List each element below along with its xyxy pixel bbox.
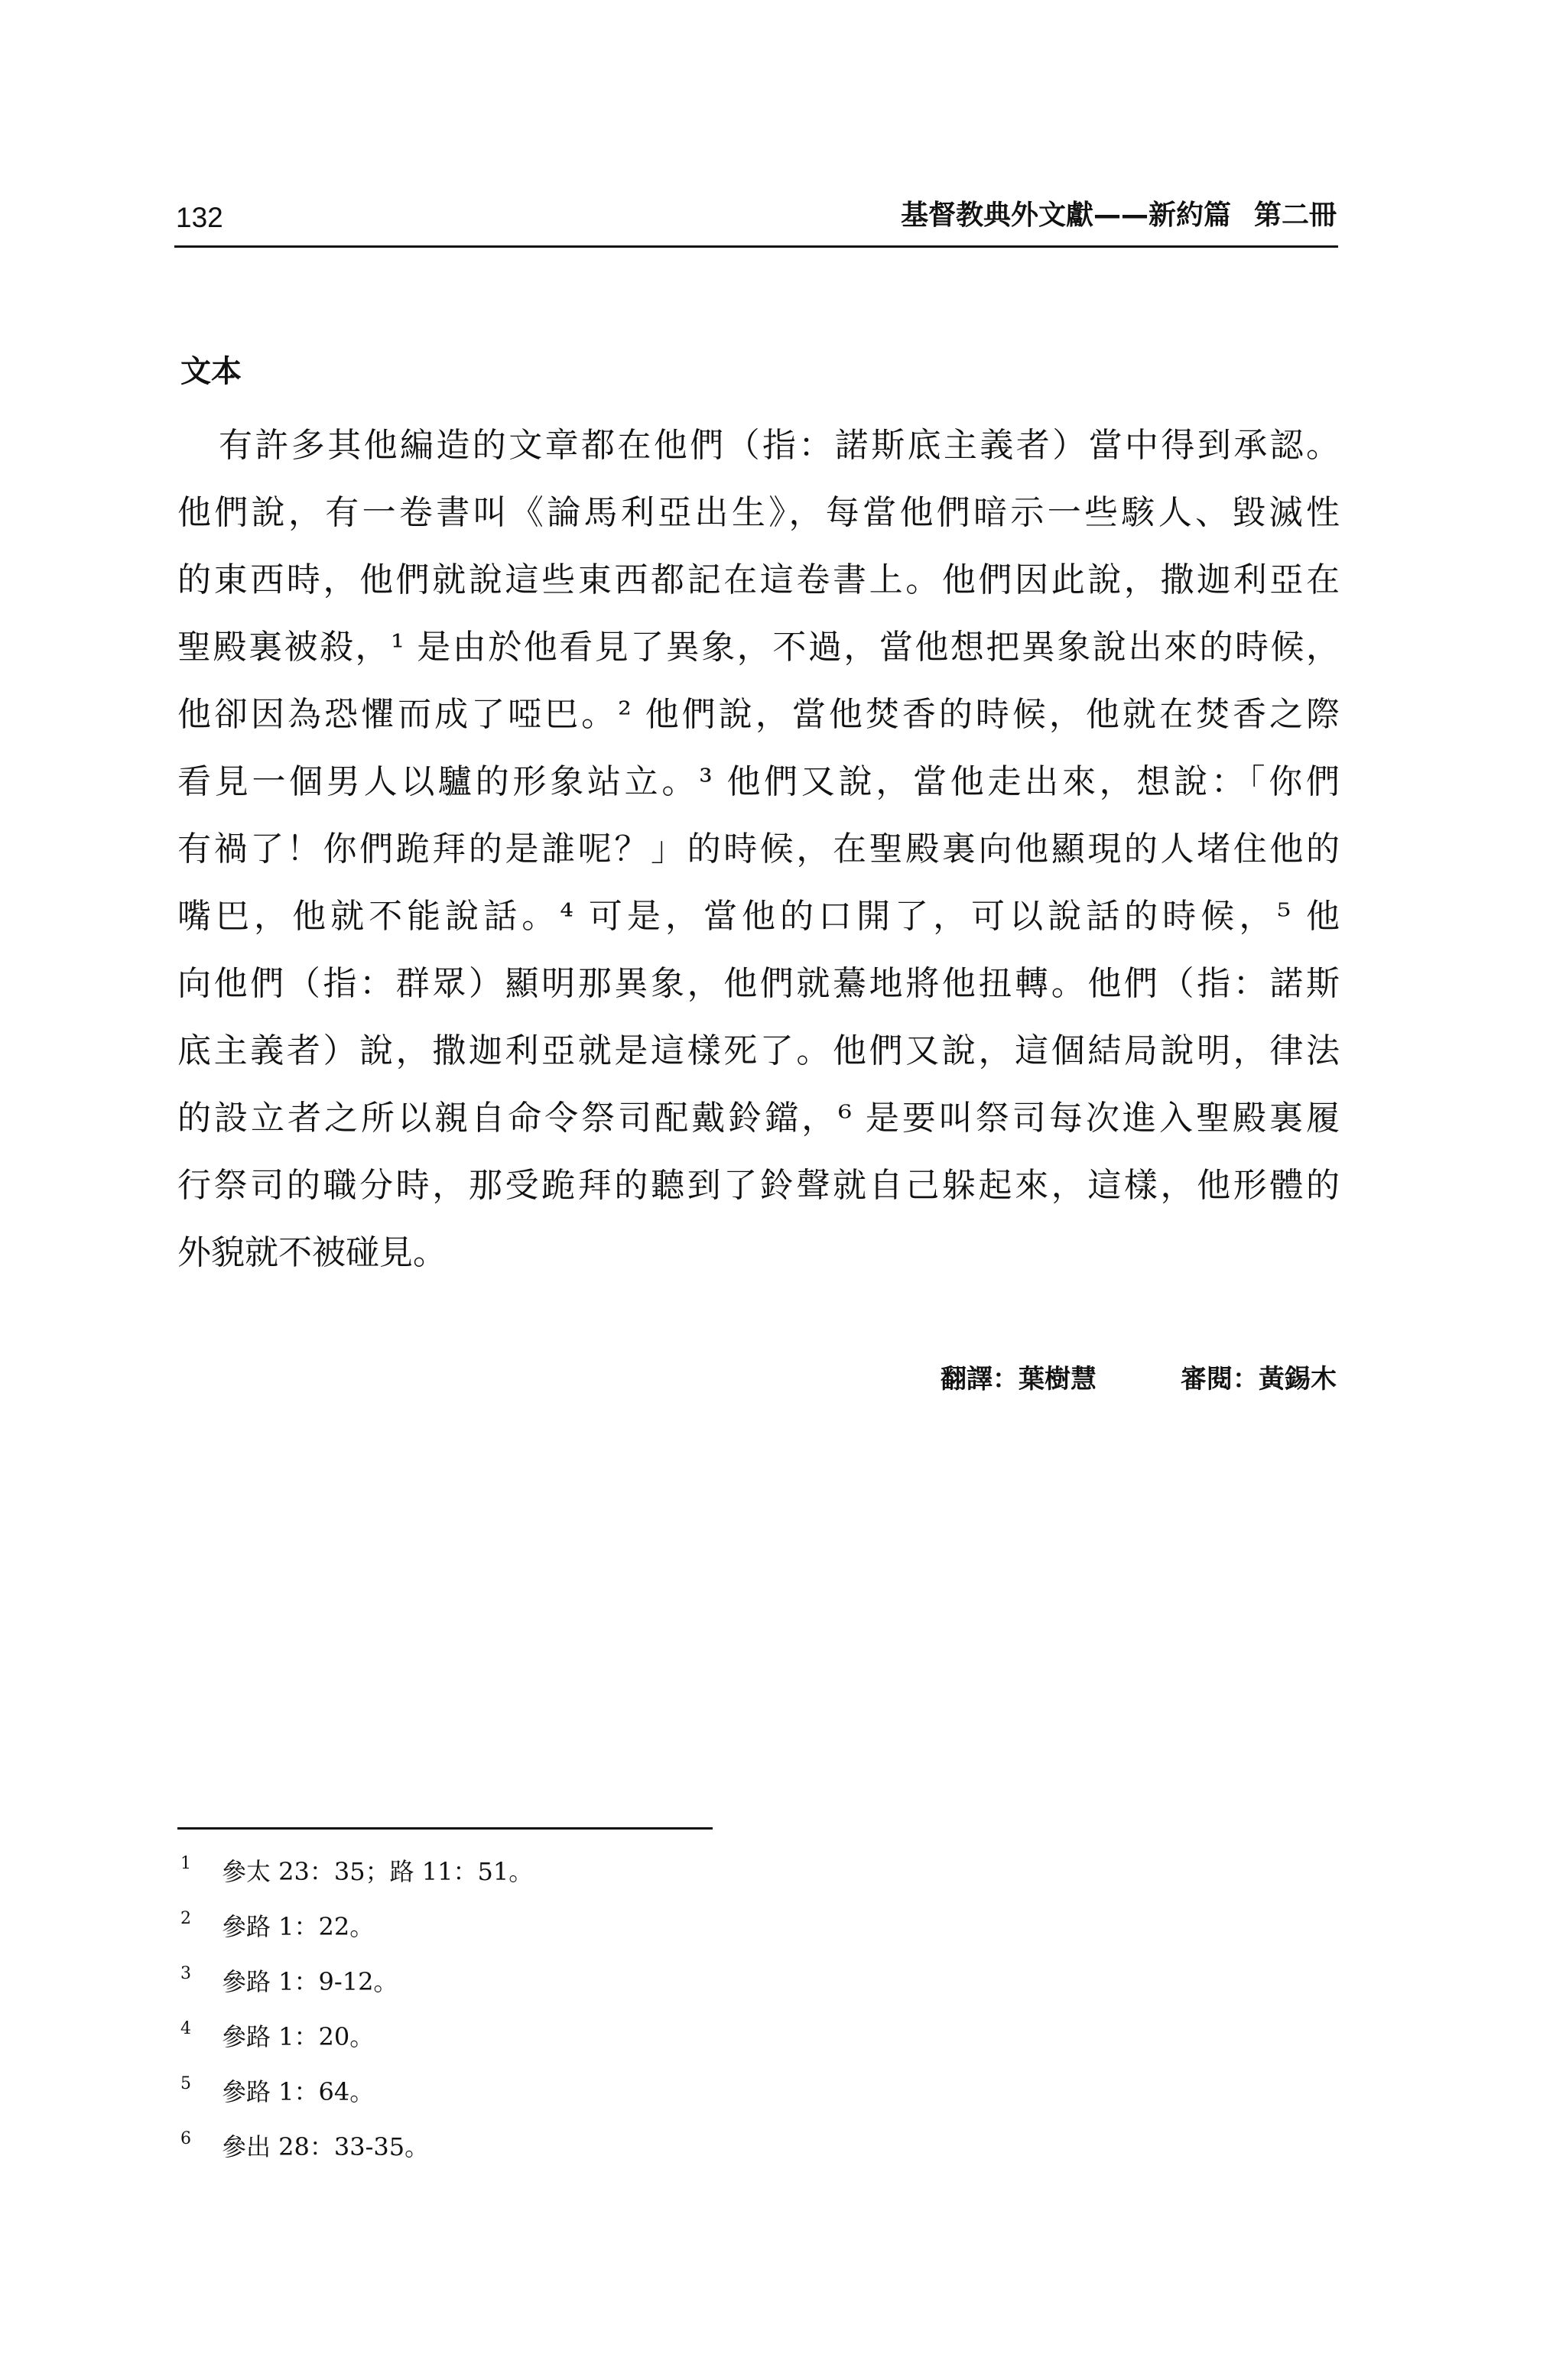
translator-credit: 翻譯：葉樹慧: [941, 1364, 1097, 1395]
footnote-number: 4: [180, 2019, 191, 2038]
footnote-number: 6: [180, 2129, 191, 2148]
book-title: 基督教典外文獻——新約篇: [900, 200, 1231, 231]
body-line: 底主義者）說，撒迦利亞就是這樣死了。他們又說，這個結局說明，律法: [177, 1031, 1340, 1070]
section-title: 文本: [180, 354, 242, 389]
reviewer-credit: 審閱：黃錫木: [1181, 1364, 1337, 1395]
header-rule: [174, 245, 1338, 248]
footnote-text: 參路 1：9-12。: [222, 1967, 398, 1996]
footnote-text: 參出 28：33-35。: [222, 2132, 430, 2161]
credits: [941, 1358, 1337, 1395]
body-line: 有許多其他編造的文章都在他們（指：諾斯底主義者）當中得到承認。: [219, 426, 1340, 465]
page-number: 132: [176, 202, 223, 233]
body-line: 他們說，有一卷書叫《論馬利亞出生》，每當他們暗示一些駭人、毀滅性: [177, 493, 1340, 532]
footnote-text: 參路 1：22。: [222, 1912, 375, 1941]
body-line: 有禍了！你們跪拜的是誰呢？」的時候，在聖殿裏向他顯現的人堵住他的: [177, 830, 1340, 869]
footnote-number: 1: [180, 1854, 191, 1873]
footnote-rule: [177, 1827, 713, 1830]
body-line: 向他們（指：群眾）顯明那異象，他們就驀地將他扭轉。他們（指：諾斯: [177, 964, 1340, 1003]
footnote-text: 參太 23：35；路 11：51。: [222, 1857, 534, 1886]
footnote-number: 2: [180, 1909, 191, 1928]
footnote-number: 3: [180, 1964, 191, 1983]
body-line: 外貌就不被碰見。: [177, 1233, 447, 1272]
footnote-text: 參路 1：20。: [222, 2022, 375, 2051]
body-line: 看見一個男人以驢的形象站立。³ 他們又說，當他走出來，想說：「你們: [177, 762, 1340, 801]
volume-label: 第二冊: [1253, 200, 1337, 231]
body-line: 聖殿裏被殺，¹ 是由於他看見了異象，不過，當他想把異象說出來的時候，: [177, 628, 1340, 667]
body-line: 他卻因為恐懼而成了啞巴。² 他們說，當他焚香的時候，他就在焚香之際: [177, 695, 1340, 734]
running-head: [901, 202, 1337, 229]
body-text: [177, 420, 1340, 1295]
footnote-number: 5: [180, 2074, 191, 2093]
body-line: 的東西時，他們就說這些東西都記在這卷書上。他們因此說，撒迦利亞在: [177, 560, 1340, 599]
body-line: 的設立者之所以親自命令祭司配戴鈴鐺，⁶ 是要叫祭司每次進入聖殿裏履: [177, 1099, 1340, 1138]
body-line: 行祭司的職分時，那受跪拜的聽到了鈴聲就自己躲起來，這樣，他形體的: [177, 1166, 1340, 1205]
footnote-text: 參路 1：64。: [222, 2077, 375, 2106]
body-line: 嘴巴，他就不能說話。⁴ 可是，當他的口開了，可以說話的時候，⁵ 他: [177, 897, 1340, 936]
